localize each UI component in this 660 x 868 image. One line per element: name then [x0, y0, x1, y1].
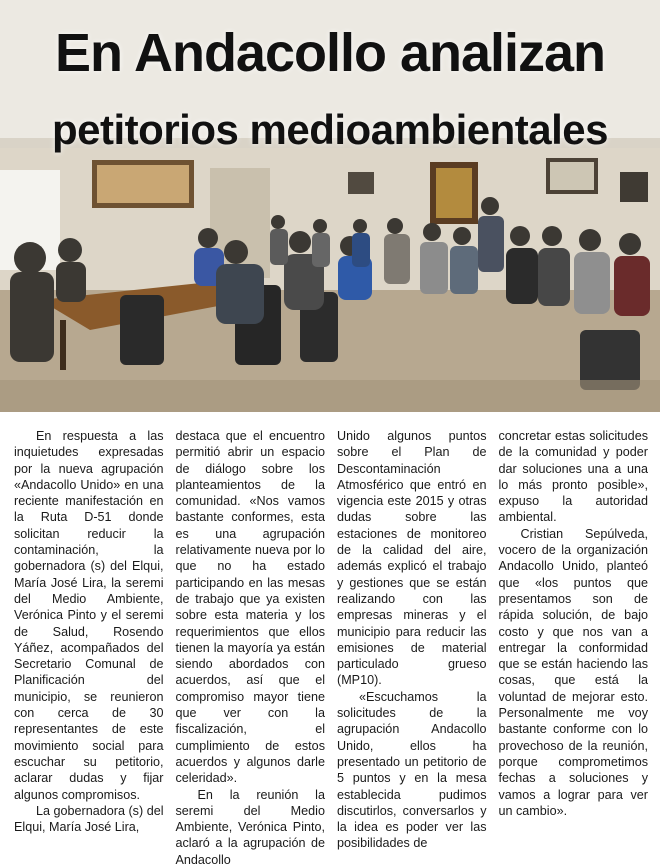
paragraph: En respuesta a las inquietudes expresadas por la nueva agrupación «Andacollo Unido» en una reciente manifestación en la Ruta D-51 donde solicitan reducir la contaminación, la gobernadora (s) del Elqui, María José Lira, la seremi del Medio Ambiente, Verónica Pinto y el seremi de Salud, Rosendo Yáñez, acompañados del Secretario Comunal de Planificación del municipio, se reunieron con cerca de 30 representantes de este movimiento social para escuchar su petitorio, aclarar dudas y fijar algunos compromisos.	[14, 429, 164, 802]
article-column-4	[498, 428, 649, 818]
article-column-3	[337, 428, 487, 851]
article-body	[14, 428, 648, 867]
paragraph: destaca que el encuentro permitió abrir un espacio de diálogo sobre los planteamientos de la comunidad. «Nos vamos bastante conformes, esta es una agrupación relativamente nueva por lo que no ha estado participando en las mesas de trabajo que ya existen sobre esta materia y los requerimientos que ellos tienen la mayoría ya están siendo abordados con acuerdos, así que el compromiso mayor tiene que ver con la fiscalización, el cumplimiento de estos acuerdos y algunos darle celeridad».	[175, 429, 325, 786]
headline-line-2: petitorios medioambientales	[52, 106, 608, 153]
paragraph: Unido algunos puntos sobre el Plan de Descontaminación Atmosférico que entró en vigencia este 2015 y otras dudas sobre las estaciones de monitoreo de la calidad del aire, además explicó el trabajo y gestiones que se están realizando con las empresas mineras y el municipio para reducir las emisiones de material particulado grueso (MP10).	[337, 429, 487, 688]
paragraph: «Escuchamos la solicitudes de la agrupación Andacollo Unido, ellos ha presentado un petitorio de 5 puntos y en la mesa establecida pudimos discutirlos, conversarlos y la idea es poder ver las posibilidades de	[337, 689, 487, 851]
article-column-1	[14, 428, 164, 835]
article-column-2	[175, 428, 326, 867]
paragraph: La gobernadora (s) del Elqui, María José Lira,	[14, 803, 164, 835]
headline-line-1: En Andacollo analizan	[54, 23, 606, 83]
paragraph: concretar estas solicitudes de la comunidad y poder dar soluciones una a una lo más pronto posible», expuso la autoridad ambiental.	[498, 429, 648, 525]
paragraph: En la reunión la seremi del Medio Ambiente, Verónica Pinto, aclaró a la agrupación de Andacollo	[175, 787, 325, 867]
paragraph: Cristian Sepúlveda, vocero de la organización Andacollo Unido, planteó que «los puntos que presentamos son de rápida solución, de bajo costo y que nos van a entregar la conformidad que se están haciendo las cosas, que está la voluntad de mejorar esto. Personalmente me voy bastante conforme con lo provechoso de la reunión, porque comprometimos fechas a soluciones y vamos a lograr para ver un cambio».	[498, 526, 648, 818]
